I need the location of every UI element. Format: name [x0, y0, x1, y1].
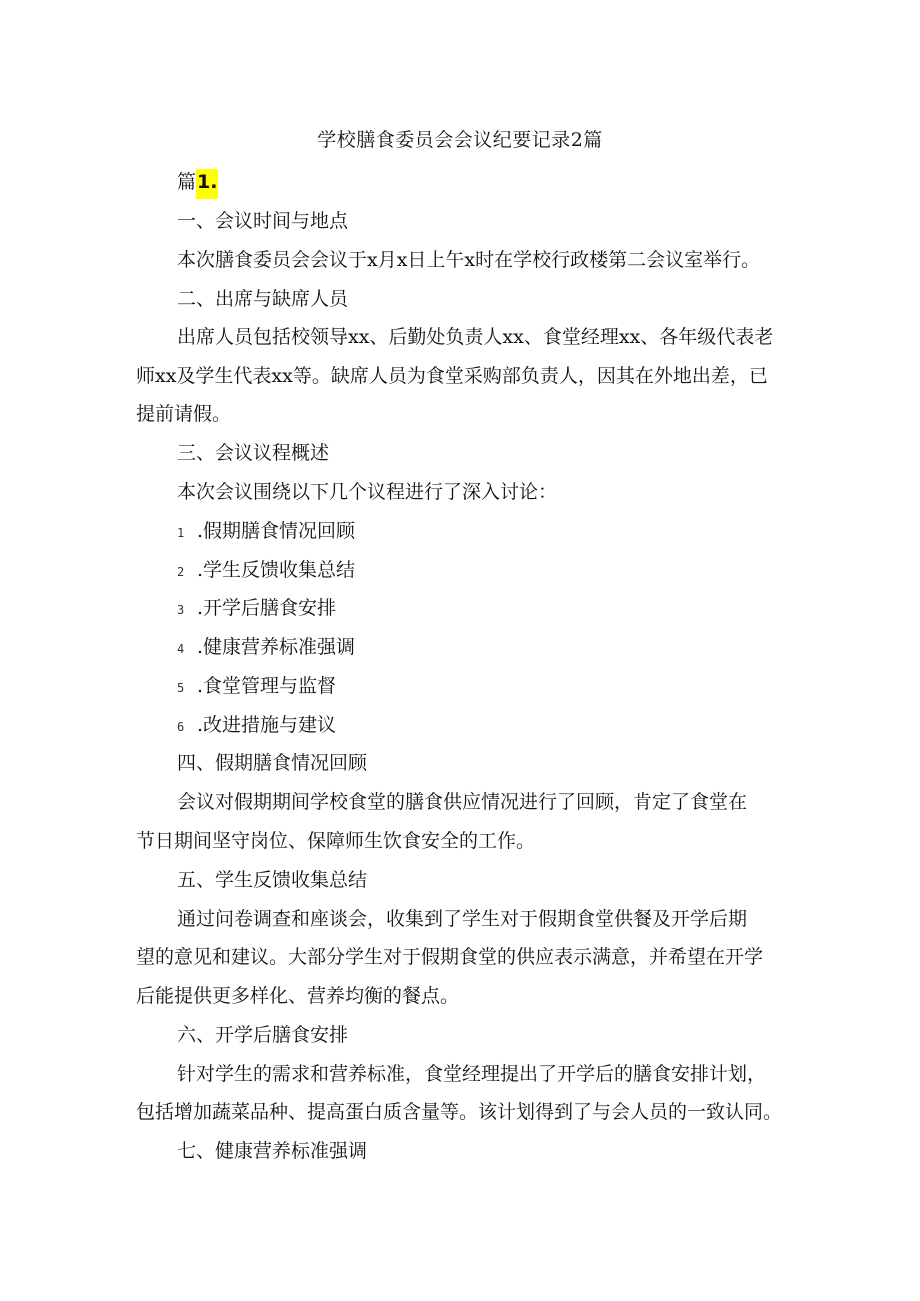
agenda-item-text: .健康营养标准强调: [197, 636, 356, 658]
section-heading-attendance: 二、出席与缺席人员: [177, 288, 349, 310]
agenda-item-number: 6: [177, 720, 185, 734]
paragraph-line: 针对学生的需求和营养标准，食堂经理提出了开学后的膳食安排计划，: [177, 1063, 767, 1085]
paragraph-line: 提前请假。: [136, 403, 232, 425]
section-heading-time-place: 一、会议时间与地点: [177, 210, 349, 232]
agenda-item-text: .食堂管理与监督: [197, 675, 337, 697]
agenda-item-text: .学生反馈收集总结: [197, 559, 356, 581]
agenda-item-number: 1: [177, 526, 185, 540]
part-label: [177, 166, 218, 198]
paragraph-line: 望的意见和建议。大部分学生对于假期食堂的供应表示满意，并希望在开学: [136, 946, 764, 968]
paragraph-line: 节日期间坚守岗位、保障师生饮食安全的工作。: [136, 830, 536, 852]
agenda-item-text: .开学后膳食安排: [197, 597, 337, 619]
paragraph-line: 后能提供更多样化、营养均衡的餐点。: [136, 985, 460, 1007]
paragraph-line: 包括增加蔬菜品种、提高蛋白质含量等。该计划得到了与会人员的一致认同。: [136, 1101, 783, 1123]
part-number-highlight: 1.: [196, 169, 218, 199]
agenda-item: [177, 709, 336, 743]
section-heading-agenda: 三、会议议程概述: [177, 442, 330, 464]
agenda-item: [177, 592, 336, 626]
paragraph-line: 通过问卷调查和座谈会，收集到了学生对于假期食堂供餐及开学后期: [177, 908, 748, 930]
section-heading-holiday-review: 四、假期膳食情况回顾: [177, 752, 368, 774]
paragraph-line: 师xx及学生代表xx等。缺席人员为食堂采购部负责人，因其在外地出差，已: [136, 365, 768, 387]
agenda-item-number: 5: [177, 681, 185, 695]
agenda-item-text: .假期膳食情况回顾: [197, 520, 356, 542]
paragraph-line: 本次会议围绕以下几个议程进行了深入讨论：: [177, 481, 558, 503]
paragraph-line: 本次膳食委员会会议于x月x日上午x时在学校行政楼第二会议室举行。: [177, 249, 761, 271]
part-label-text: 篇: [177, 171, 197, 193]
agenda-item: [177, 515, 355, 549]
section-heading-meal-arrangement: 六、开学后膳食安排: [177, 1024, 349, 1046]
paragraph-line: 会议对假期期间学校食堂的膳食供应情况进行了回顾，肯定了食堂在: [177, 791, 748, 813]
section-heading-nutrition-standards: 七、健康营养标准强调: [177, 1140, 368, 1162]
agenda-item-number: 4: [177, 642, 185, 656]
agenda-item-number: 2: [177, 565, 185, 579]
agenda-item: [177, 670, 336, 704]
document-title: 学校膳食委员会会议纪要记录2篇: [317, 129, 603, 151]
section-heading-student-feedback: 五、学生反馈收集总结: [177, 869, 368, 891]
agenda-item: [177, 554, 355, 588]
paragraph-line: 出席人员包括校领导xx、后勤处负责人xx、食堂经理xx、各年级代表老: [177, 326, 774, 348]
agenda-item-number: 3: [177, 603, 185, 617]
agenda-item-text: .改进措施与建议: [197, 714, 337, 736]
agenda-item: [177, 631, 355, 665]
